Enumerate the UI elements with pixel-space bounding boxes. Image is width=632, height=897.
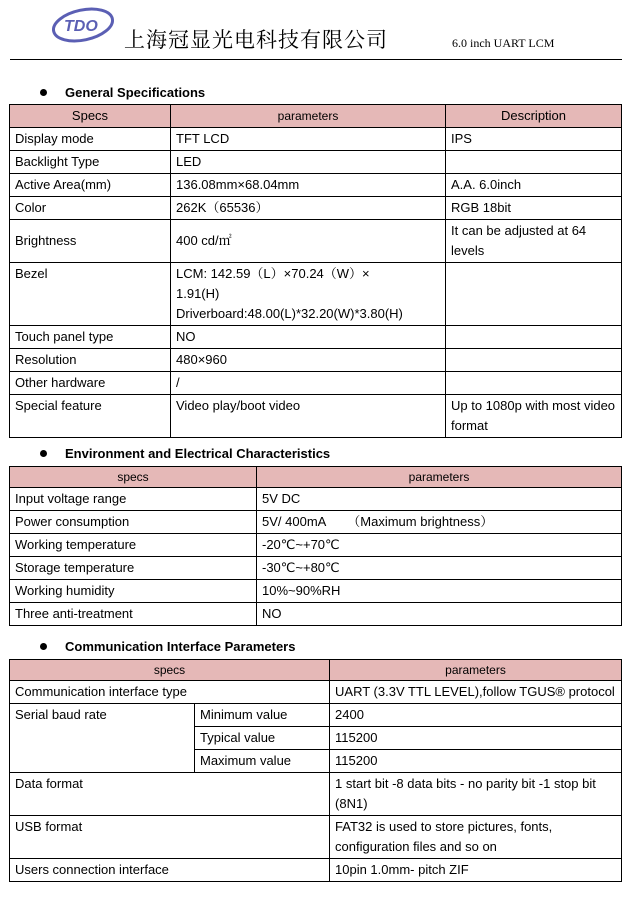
table-row (10, 395, 622, 438)
spec-cell: USB format (10, 816, 330, 859)
tdo-logo (50, 6, 116, 44)
table-row (10, 557, 622, 580)
desc-cell (446, 263, 622, 326)
table-row (10, 704, 622, 727)
page-header (0, 0, 632, 64)
bullet-icon (40, 643, 47, 650)
param-cell (171, 263, 446, 326)
spec-cell: Brightness (10, 220, 171, 263)
header-cell: Specs (10, 105, 171, 128)
param-cell: 262K（65536） (171, 197, 446, 220)
spec-cell: Backlight Type (10, 151, 171, 174)
company-name: 上海冠显光电科技有限公司 (124, 28, 388, 52)
table-header-row (10, 467, 622, 488)
table-row (10, 859, 622, 882)
spec-cell: Special feature (10, 395, 171, 438)
table-row (10, 681, 622, 704)
spec-cell: Data format (10, 773, 330, 816)
desc-cell (446, 151, 622, 174)
environment-table (9, 466, 622, 626)
table-row (10, 816, 622, 859)
param-cell: 136.08mm×68.04mm (171, 174, 446, 197)
table-row (10, 603, 622, 626)
param-cell: 5V/ 400mA （Maximum brightness） (257, 511, 622, 534)
param-cell: -20℃~+70℃ (257, 534, 622, 557)
desc-cell (446, 372, 622, 395)
header-cell: Description (446, 105, 622, 128)
spec-cell: Users connection interface (10, 859, 330, 882)
section-title-text: General Specifications (65, 85, 206, 100)
spec-cell: Serial baud rate (10, 704, 195, 773)
param-cell: Video play/boot video (171, 395, 446, 438)
spec-cell: Input voltage range (10, 488, 257, 511)
spec-cell: Working temperature (10, 534, 257, 557)
desc-cell (446, 326, 622, 349)
spec-cell: Bezel (10, 263, 171, 326)
param-cell: 1 start bit -8 data bits - no parity bit -1 stop bit (8N1) (330, 773, 622, 816)
spec-cell: Three anti-treatment (10, 603, 257, 626)
table-row (10, 151, 622, 174)
spec-cell: Working humidity (10, 580, 257, 603)
spec-cell: Display mode (10, 128, 171, 151)
logo-text: TDO (64, 18, 98, 35)
table-row (10, 326, 622, 349)
desc-cell: RGB 18bit (446, 197, 622, 220)
header-cell: parameters (171, 105, 446, 128)
table-row (10, 773, 622, 816)
header-divider (10, 59, 622, 60)
param-cell: 10%~90%RH (257, 580, 622, 603)
spec-cell: Power consumption (10, 511, 257, 534)
param-cell: NO (171, 326, 446, 349)
param-cell: NO (257, 603, 622, 626)
param-cell: 480×960 (171, 349, 446, 372)
desc-cell: It can be adjusted at 64 levels (446, 220, 622, 263)
table-header-row (10, 105, 622, 128)
param-cell: -30℃~+80℃ (257, 557, 622, 580)
header-cell: specs (10, 467, 257, 488)
param-line: LCM: 142.59（L）×70.24（W）× (176, 266, 370, 281)
desc-cell: Up to 1080p with most video format (446, 395, 622, 438)
param-cell: LED (171, 151, 446, 174)
table-row (10, 488, 622, 511)
param-cell: / (171, 372, 446, 395)
param-cell: 115200 (330, 727, 622, 750)
section-title-text: Environment and Electrical Characteristics (65, 446, 331, 461)
section-title-general (40, 85, 205, 100)
table-row (10, 197, 622, 220)
general-spec-table (9, 104, 622, 438)
param-cell: 5V DC (257, 488, 622, 511)
desc-cell: IPS (446, 128, 622, 151)
param-cell: 115200 (330, 750, 622, 773)
table-row (10, 372, 622, 395)
spec-cell: Storage temperature (10, 557, 257, 580)
communication-table (9, 659, 622, 882)
sub-spec-cell: Typical value (195, 727, 330, 750)
header-cell: parameters (330, 660, 622, 681)
table-row (10, 580, 622, 603)
bullet-icon (40, 89, 47, 96)
table-header-row (10, 660, 622, 681)
param-cell: UART (3.3V TTL LEVEL),follow TGUS® protocol (330, 681, 622, 704)
spec-cell: Color (10, 197, 171, 220)
sub-spec-cell: Minimum value (195, 704, 330, 727)
desc-cell (446, 349, 622, 372)
section-title-communication (40, 639, 295, 654)
spec-cell: Touch panel type (10, 326, 171, 349)
product-model: 6.0 inch UART LCM (452, 36, 555, 50)
header-cell: parameters (257, 467, 622, 488)
param-cell: 2400 (330, 704, 622, 727)
sub-spec-cell: Maximum value (195, 750, 330, 773)
section-title-environment (40, 446, 330, 461)
param-cell: 400 cd/㎡ (171, 220, 446, 263)
param-cell: FAT32 is used to store pictures, fonts, configuration files and so on (330, 816, 622, 859)
param-line: Driverboard:48.00(L)*32.20(W)*3.80(H) (176, 306, 403, 321)
table-row (10, 128, 622, 151)
param-cell: 10pin 1.0mm- pitch ZIF (330, 859, 622, 882)
spec-cell: Resolution (10, 349, 171, 372)
header-cell: specs (10, 660, 330, 681)
spec-cell: Communication interface type (10, 681, 330, 704)
section-title-text: Communication Interface Parameters (65, 639, 296, 654)
spec-cell: Other hardware (10, 372, 171, 395)
table-row (10, 263, 622, 326)
param-cell: TFT LCD (171, 128, 446, 151)
desc-cell: A.A. 6.0inch (446, 174, 622, 197)
table-row (10, 220, 622, 263)
table-row (10, 349, 622, 372)
table-row (10, 174, 622, 197)
spec-cell: Active Area(mm) (10, 174, 171, 197)
table-row (10, 511, 622, 534)
table-row (10, 534, 622, 557)
bullet-icon (40, 450, 47, 457)
param-line: 1.91(H) (176, 286, 220, 301)
